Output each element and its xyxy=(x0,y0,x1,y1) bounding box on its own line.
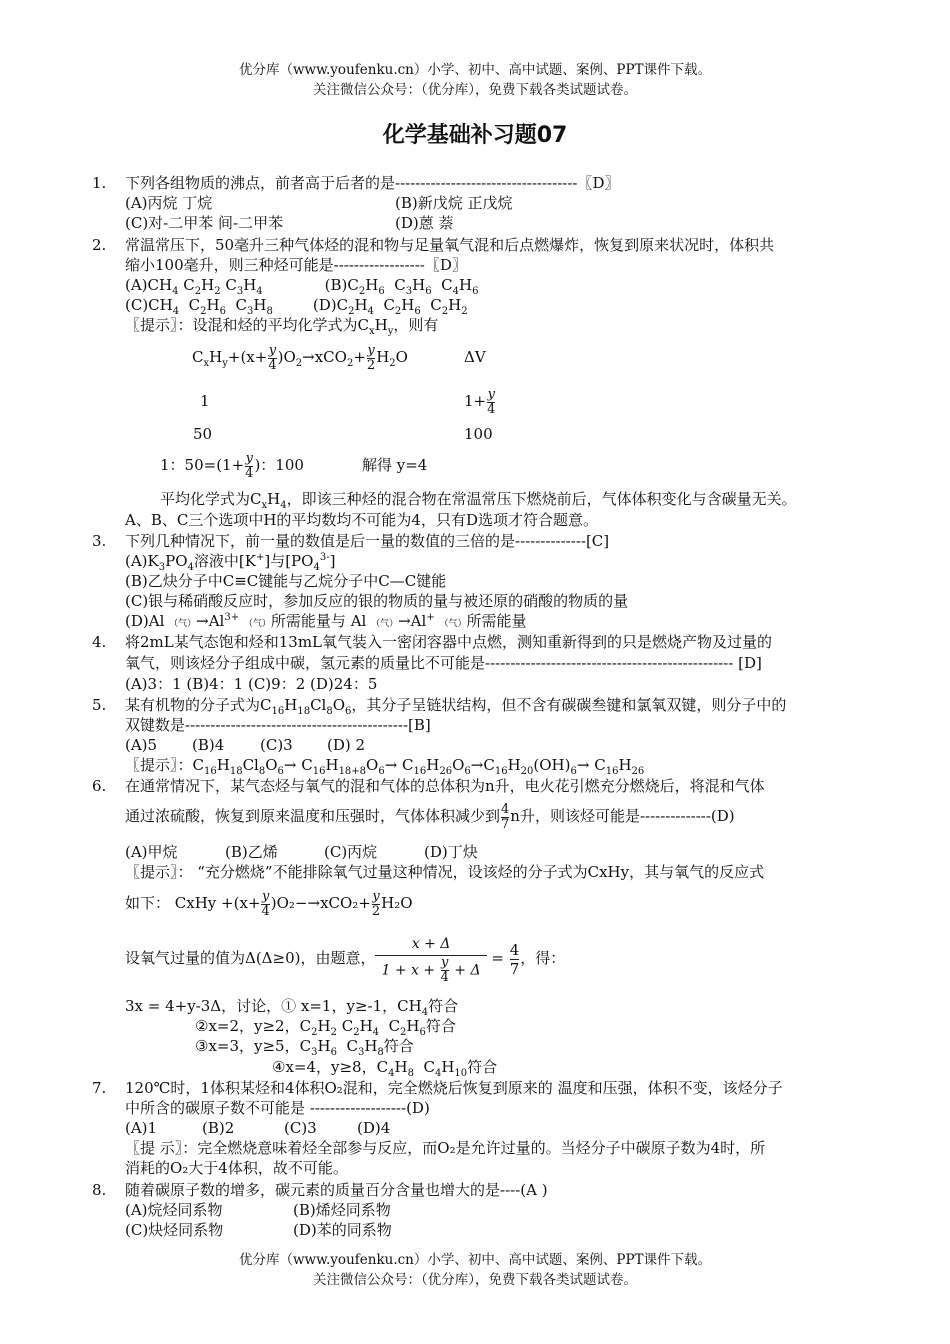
q1-stem: 下列各组物质的沸点，前者高于后者的是------------------------------------〖D〗 xyxy=(125,174,620,192)
q7-hint-1: 〖提 示〗：完全燃烧意味着烃全部参与反应，而O₂是允许过量的。当烃分子中碳原子数为4时，所 xyxy=(125,1139,766,1157)
q8-option-a: (A)烷烃同系物 xyxy=(125,1201,223,1219)
q6-option-d: (D)丁炔 xyxy=(424,843,478,861)
q2-stem-1: 常温常压下，50毫升三种气体烃的混和物与足量氧气混和后点燃爆炸，恢复到原来状况时，体积共 xyxy=(125,236,775,254)
q2-stem-2: 缩小100毫升，则三种烃可能是------------------〖D〗 xyxy=(125,256,467,274)
q3-stem: 下列几种情况下，前一量的数值是后一量的数值的三倍的是--------------[C] xyxy=(125,532,610,550)
q1-option-a: (A)丙烷 丁烷 xyxy=(125,194,213,212)
q7-stem-2: 中所含的碳原子数不可能是 -------------------(D) xyxy=(125,1099,430,1117)
q3-option-b: (B)乙炔分子中C≡C键能与乙烷分子中C—C键能 xyxy=(125,572,447,590)
q2-explanation-2: A、B、C三个选项中H的平均数均不可能为4，只有D选项才符合题意。 xyxy=(125,511,598,529)
q2-answer: 解得 y=4 xyxy=(362,456,428,474)
header-line-2: 关注微信公众号：（优分库），免费下载各类试题试卷。 xyxy=(313,82,637,98)
q5-stem-2: 双键数是--------------------------------------------[B] xyxy=(125,716,431,734)
q2-equation: $C_xH_y+(x+$ $\frac{y}{4}$ )$O_2\to xCO_2+$ $\frac{y}{2}$ $H_2O$ xyxy=(192,342,408,373)
q5-option-a: (A)5 xyxy=(125,736,158,754)
q6-number: 6. xyxy=(92,777,107,795)
q2-row-1: 1 xyxy=(200,392,210,410)
q2-options-cd: $(C)CH_4$ $C_2H_6$ $C_3H_8$ $(D)C_2H_4$ $C_2H_6$ $C_2H_2$ xyxy=(125,296,468,317)
q6-case-4: ④x=4，y≥8，$C_4H_8$ $C_4H_{10}$符合 xyxy=(272,1058,498,1079)
q7-number: 7. xyxy=(92,1079,107,1097)
q4-stem-2: 氧气，则该烃分子组成中碳，氢元素的质量比不可能是------------------------------------------------- [D] xyxy=(125,654,762,672)
q8-option-b: (B)烯烃同系物 xyxy=(293,1201,391,1219)
q6-hint-2: 如下： CxHy +(x+ $\frac{y}{4}$ )O₂−→xCO₂+ $\frac{y}{2}$ H₂O xyxy=(125,888,413,919)
q3-option-c: (C)银与稀硝酸反应时，参加反应的银的物质的量与被还原的硝酸的物质的量 xyxy=(125,592,629,610)
q8-stem: 随着碳原子数的增多，碳元素的质量百分含量也增大的是----(A ) xyxy=(125,1181,548,1199)
q7-stem-1: 120℃时，1体积某烃和4体积O₂混和，完全燃烧后恢复到原来的 温度和压强，体积不变，该烃分子 xyxy=(125,1079,783,1097)
q2-explanation-1: 平均化学式为$C_xH_4$，即该三种烃的混合物在常温常压下燃烧前后，气体体积变化与含碳量无关。 xyxy=(160,490,797,511)
q6-case-2: ②x=2，y≥2，$C_2H_2$ $C_2H_4$ $C_2H_6$符合 xyxy=(195,1017,456,1038)
q1-option-d: (D)蒽 萘 xyxy=(395,214,454,232)
q6-case-1: 3x = 4+y-3Δ，讨论，① x=1，y≥-1，$CH_4$符合 xyxy=(125,997,459,1018)
q4-stem-1: 将2mL某气态饱和烃和13mL氧气装入一密闭容器中点燃，测知重新得到的只是燃烧产物及过量的 xyxy=(125,633,773,651)
q5-option-b: (B)4 xyxy=(192,736,225,754)
q3-option-d: (D)Al （气）$\to Al^{3+}$ （气）所需能量与 Al （气）→Al+ （气）所需能量 xyxy=(125,612,527,630)
q2-row-1-delta: 1+ $\frac{y}{4}$ xyxy=(464,386,496,417)
q5-option-c: (C)3 xyxy=(260,736,293,754)
q2-number: 2. xyxy=(92,236,107,254)
q6-stem-1: 在通常情况下，某气态烃与氧气的混和气体的总体积为n升，电火花引燃充分燃烧后，将混和气体 xyxy=(125,777,765,795)
q8-number: 8. xyxy=(92,1181,107,1199)
q4-number: 4. xyxy=(92,633,107,651)
q2-row-2: 50 xyxy=(193,425,213,443)
page-title: 化学基础补习题07 xyxy=(382,123,568,148)
q2-delta-v: ΔV xyxy=(464,348,486,366)
q6-option-c: (C)丙烷 xyxy=(324,843,378,861)
q5-number: 5. xyxy=(92,696,107,714)
q8-option-c: (C)炔烃同系物 xyxy=(125,1221,224,1239)
q2-row-2-delta: 100 xyxy=(464,425,493,443)
q7-option-a: (A)1 xyxy=(125,1119,158,1137)
q5-stem-1: 某有机物的分子式为$C_{16}H_{18}Cl_8O_6$，其分子呈链状结构，但不含有碳碳叁键和氯氧双键，则分子中的 xyxy=(125,696,787,717)
q1-number: 1. xyxy=(92,174,107,192)
q7-option-b: (B)2 xyxy=(202,1119,235,1137)
q4-options: (A)3：1 (B)4：1 (C)9：2 (D)24：5 xyxy=(125,675,378,693)
q2-hint: 〖提示〗：设混和烃的平均化学式为$C_xH_y$，则有 xyxy=(125,316,439,337)
q7-hint-2: 消耗的O₂大于4体积，故不可能。 xyxy=(125,1159,348,1177)
q6-setup: 设氧气过量的值为Δ(Δ≥0)，由题意， x + Δ 1 + x + $\frac{y}{4}$ + Δ = $\frac{4}{7}$ ，得： xyxy=(125,936,566,985)
q3-option-a: $(A)K_3PO_4$溶液中[K+]与$[PO_4^{3-}]$ xyxy=(125,552,336,573)
q5-hint: 〖提示〗：$C_{16}H_{18}Cl_8O_6\to C_{16}H_{18+8}O_6\to C_{16}H_{26}O_6\to C_{16}H_{20}(OH)_6\to C_{16}H_{26}$ xyxy=(125,756,645,777)
q8-option-d: (D)苯的同系物 xyxy=(293,1221,392,1239)
q1-option-c: (C)对-二甲苯 间-二甲苯 xyxy=(125,214,284,232)
q3-number: 3. xyxy=(92,532,107,550)
q7-option-c: (C)3 xyxy=(284,1119,317,1137)
q6-option-a: (A)甲烷 xyxy=(125,843,178,861)
q1-option-b: (B)新戊烷 正戊烷 xyxy=(395,194,513,212)
q2-solve: 1：50=(1+ $\frac{y}{4}$ )：100 xyxy=(160,450,304,481)
q6-stem-2: 通过浓硫酸，恢复到原来温度和压强时，气体体积减少到 $\frac{4}{7}$ n升，则该烃可能是--------------(D) xyxy=(125,801,735,832)
q5-option-d: (D) 2 xyxy=(327,736,366,754)
q2-options-ab: $(A)CH_4$ $C_2H_2$ $C_3H_4$ $(B)C_2H_6$ $C_3H_6$ $C_4H_6$ xyxy=(125,276,479,297)
q6-hint-1: 〖提示〗： “充分燃烧”不能排除氧气过量这种情况，设该烃的分子式为CxHy，其与氧气的反应式 xyxy=(125,863,765,881)
q6-case-3: ③x=3，y≥5，$C_3H_6$ $C_3H_8$符合 xyxy=(195,1037,414,1058)
header-line-1: 优分库（www.youfenku.cn）小学、初中、高中试题、案例、PPT课件下载。 xyxy=(238,62,712,78)
footer-line-1: 优分库（www.youfenku.cn）小学、初中、高中试题、案例、PPT课件下载。 xyxy=(238,1252,712,1268)
footer-line-2: 关注微信公众号：（优分库），免费下载各类试题试卷。 xyxy=(313,1272,637,1288)
q6-option-b: (B)乙烯 xyxy=(225,843,278,861)
q7-option-d: (D)4 xyxy=(357,1119,391,1137)
